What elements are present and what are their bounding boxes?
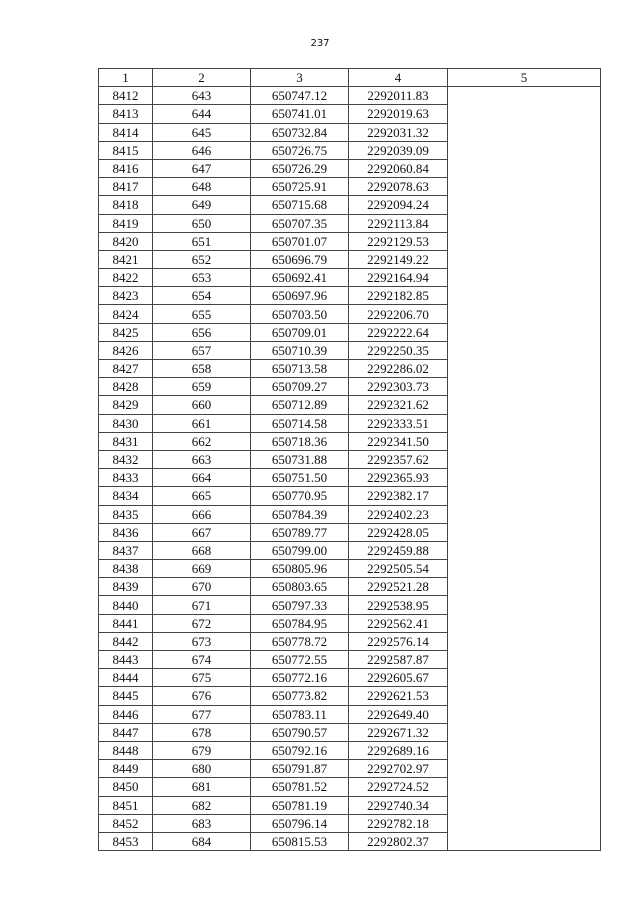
table-cell-col-2: 678 bbox=[153, 723, 251, 741]
table-cell-col-3: 650692.41 bbox=[251, 269, 349, 287]
table-cell-col-2: 651 bbox=[153, 232, 251, 250]
table-cell-col-2: 679 bbox=[153, 741, 251, 759]
table-cell-col-4: 2292459.88 bbox=[349, 541, 448, 559]
table-cell-col-4: 2292250.35 bbox=[349, 341, 448, 359]
table-cell-col-2: 676 bbox=[153, 687, 251, 705]
table-cell-col-3: 650791.87 bbox=[251, 760, 349, 778]
table-cell-col-3: 650712.89 bbox=[251, 396, 349, 414]
table-cell-col-3: 650772.55 bbox=[251, 651, 349, 669]
table-cell-col-3: 650781.19 bbox=[251, 796, 349, 814]
table-cell-col-4: 2292587.87 bbox=[349, 651, 448, 669]
table-cell-col-1: 8450 bbox=[99, 778, 153, 796]
table-cell-col-2: 661 bbox=[153, 414, 251, 432]
table-cell-col-3: 650803.65 bbox=[251, 578, 349, 596]
table-cell-col-2: 675 bbox=[153, 669, 251, 687]
table-cell-col-4: 2292724.52 bbox=[349, 778, 448, 796]
table-cell-col-4: 2292078.63 bbox=[349, 178, 448, 196]
table-cell-col-2: 681 bbox=[153, 778, 251, 796]
table-cell-col-4: 2292576.14 bbox=[349, 632, 448, 650]
table-cell-col-4: 2292357.62 bbox=[349, 450, 448, 468]
table-cell-col-1: 8425 bbox=[99, 323, 153, 341]
table-cell-col-5 bbox=[448, 87, 601, 851]
table-cell-col-2: 660 bbox=[153, 396, 251, 414]
table-cell-col-3: 650784.39 bbox=[251, 505, 349, 523]
table-cell-col-3: 650796.14 bbox=[251, 814, 349, 832]
table-cell-col-3: 650778.72 bbox=[251, 632, 349, 650]
table-cell-col-1: 8444 bbox=[99, 669, 153, 687]
table-cell-col-2: 671 bbox=[153, 596, 251, 614]
table-cell-col-3: 650773.82 bbox=[251, 687, 349, 705]
table-cell-col-1: 8421 bbox=[99, 250, 153, 268]
table-cell-col-4: 2292341.50 bbox=[349, 432, 448, 450]
table-cell-col-1: 8432 bbox=[99, 450, 153, 468]
table-cell-col-3: 650797.33 bbox=[251, 596, 349, 614]
table-cell-col-4: 2292671.32 bbox=[349, 723, 448, 741]
table-cell-col-2: 663 bbox=[153, 450, 251, 468]
table-cell-col-3: 650815.53 bbox=[251, 832, 349, 850]
table-cell-col-2: 652 bbox=[153, 250, 251, 268]
table-cell-col-4: 2292031.32 bbox=[349, 123, 448, 141]
table-cell-col-2: 649 bbox=[153, 196, 251, 214]
table-cell-col-4: 2292222.64 bbox=[349, 323, 448, 341]
table-cell-col-2: 683 bbox=[153, 814, 251, 832]
table-cell-col-1: 8414 bbox=[99, 123, 153, 141]
table-cell-col-4: 2292538.95 bbox=[349, 596, 448, 614]
column-header-3: 3 bbox=[251, 69, 349, 87]
table-cell-col-3: 650707.35 bbox=[251, 214, 349, 232]
table-cell-col-2: 668 bbox=[153, 541, 251, 559]
table-cell-col-4: 2292649.40 bbox=[349, 705, 448, 723]
table-cell-col-4: 2292286.02 bbox=[349, 360, 448, 378]
table-cell-col-1: 8447 bbox=[99, 723, 153, 741]
table-cell-col-4: 2292011.83 bbox=[349, 87, 448, 105]
table-cell-col-1: 8452 bbox=[99, 814, 153, 832]
table-cell-col-3: 650715.68 bbox=[251, 196, 349, 214]
table-cell-col-2: 656 bbox=[153, 323, 251, 341]
table-cell-col-1: 8436 bbox=[99, 523, 153, 541]
table-cell-col-1: 8422 bbox=[99, 269, 153, 287]
table-cell-col-3: 650709.27 bbox=[251, 378, 349, 396]
table-cell-col-4: 2292521.28 bbox=[349, 578, 448, 596]
table-cell-col-3: 650701.07 bbox=[251, 232, 349, 250]
table-cell-col-3: 650732.84 bbox=[251, 123, 349, 141]
table-cell-col-2: 677 bbox=[153, 705, 251, 723]
table-cell-col-4: 2292365.93 bbox=[349, 469, 448, 487]
table-cell-col-1: 8415 bbox=[99, 141, 153, 159]
table-cell-col-1: 8413 bbox=[99, 105, 153, 123]
table-cell-col-1: 8433 bbox=[99, 469, 153, 487]
table-cell-col-1: 8448 bbox=[99, 741, 153, 759]
table-cell-col-4: 2292113.84 bbox=[349, 214, 448, 232]
table-cell-col-1: 8453 bbox=[99, 832, 153, 850]
table-cell-col-1: 8420 bbox=[99, 232, 153, 250]
table-cell-col-1: 8439 bbox=[99, 578, 153, 596]
table-cell-col-3: 650713.58 bbox=[251, 360, 349, 378]
table-cell-col-2: 645 bbox=[153, 123, 251, 141]
table-cell-col-3: 650726.29 bbox=[251, 159, 349, 177]
table-row bbox=[99, 87, 601, 105]
table-cell-col-1: 8426 bbox=[99, 341, 153, 359]
table-cell-col-4: 2292206.70 bbox=[349, 305, 448, 323]
table-cell-col-1: 8441 bbox=[99, 614, 153, 632]
table-cell-col-2: 667 bbox=[153, 523, 251, 541]
table-cell-col-4: 2292019.63 bbox=[349, 105, 448, 123]
page-number: 237 bbox=[310, 38, 330, 49]
table-cell-col-3: 650805.96 bbox=[251, 560, 349, 578]
table-cell-col-3: 650703.50 bbox=[251, 305, 349, 323]
table-cell-col-2: 669 bbox=[153, 560, 251, 578]
table-cell-col-1: 8449 bbox=[99, 760, 153, 778]
table-cell-col-4: 2292605.67 bbox=[349, 669, 448, 687]
column-header-1: 1 bbox=[99, 69, 153, 87]
table-cell-col-3: 650781.52 bbox=[251, 778, 349, 796]
table-cell-col-2: 673 bbox=[153, 632, 251, 650]
table-cell-col-2: 653 bbox=[153, 269, 251, 287]
table-cell-col-2: 650 bbox=[153, 214, 251, 232]
table-cell-col-3: 650697.96 bbox=[251, 287, 349, 305]
table-cell-col-3: 650714.58 bbox=[251, 414, 349, 432]
table-cell-col-3: 650731.88 bbox=[251, 450, 349, 468]
table-cell-col-3: 650718.36 bbox=[251, 432, 349, 450]
table-cell-col-2: 659 bbox=[153, 378, 251, 396]
table-cell-col-4: 2292094.24 bbox=[349, 196, 448, 214]
table-cell-col-3: 650709.01 bbox=[251, 323, 349, 341]
column-header-2: 2 bbox=[153, 69, 251, 87]
table-cell-col-2: 655 bbox=[153, 305, 251, 323]
table-cell-col-1: 8428 bbox=[99, 378, 153, 396]
table-cell-col-2: 647 bbox=[153, 159, 251, 177]
table-cell-col-2: 646 bbox=[153, 141, 251, 159]
table-cell-col-1: 8442 bbox=[99, 632, 153, 650]
table-cell-col-1: 8431 bbox=[99, 432, 153, 450]
table-cell-col-4: 2292303.73 bbox=[349, 378, 448, 396]
table-cell-col-1: 8429 bbox=[99, 396, 153, 414]
table-cell-col-3: 650790.57 bbox=[251, 723, 349, 741]
table-cell-col-3: 650696.79 bbox=[251, 250, 349, 268]
table-cell-col-1: 8427 bbox=[99, 360, 153, 378]
table-cell-col-1: 8424 bbox=[99, 305, 153, 323]
table-cell-col-2: 657 bbox=[153, 341, 251, 359]
table-cell-col-2: 662 bbox=[153, 432, 251, 450]
table-cell-col-3: 650783.11 bbox=[251, 705, 349, 723]
table-cell-col-3: 650751.50 bbox=[251, 469, 349, 487]
table-cell-col-4: 2292621.53 bbox=[349, 687, 448, 705]
table-cell-col-2: 648 bbox=[153, 178, 251, 196]
column-header-4: 4 bbox=[349, 69, 448, 87]
table-cell-col-1: 8430 bbox=[99, 414, 153, 432]
table-cell-col-2: 644 bbox=[153, 105, 251, 123]
table-cell-col-1: 8440 bbox=[99, 596, 153, 614]
table-cell-col-4: 2292562.41 bbox=[349, 614, 448, 632]
table-cell-col-4: 2292164.94 bbox=[349, 269, 448, 287]
table-cell-col-4: 2292689.16 bbox=[349, 741, 448, 759]
table-cell-col-3: 650726.75 bbox=[251, 141, 349, 159]
table-header-row bbox=[99, 69, 601, 87]
table-cell-col-1: 8418 bbox=[99, 196, 153, 214]
table-cell-col-4: 2292782.18 bbox=[349, 814, 448, 832]
table-cell-col-3: 650772.16 bbox=[251, 669, 349, 687]
table-cell-col-3: 650792.16 bbox=[251, 741, 349, 759]
table-cell-col-4: 2292740.34 bbox=[349, 796, 448, 814]
table-cell-col-3: 650747.12 bbox=[251, 87, 349, 105]
table-cell-col-2: 674 bbox=[153, 651, 251, 669]
table-cell-col-1: 8419 bbox=[99, 214, 153, 232]
table-cell-col-4: 2292182.85 bbox=[349, 287, 448, 305]
table-cell-col-4: 2292149.22 bbox=[349, 250, 448, 268]
table-cell-col-4: 2292402.23 bbox=[349, 505, 448, 523]
table-cell-col-4: 2292702.97 bbox=[349, 760, 448, 778]
table-cell-col-4: 2292382.17 bbox=[349, 487, 448, 505]
table-cell-col-1: 8438 bbox=[99, 560, 153, 578]
table-cell-col-1: 8443 bbox=[99, 651, 153, 669]
table-cell-col-2: 664 bbox=[153, 469, 251, 487]
table-cell-col-2: 670 bbox=[153, 578, 251, 596]
table-cell-col-4: 2292428.05 bbox=[349, 523, 448, 541]
table-body bbox=[99, 87, 601, 851]
table-cell-col-4: 2292060.84 bbox=[349, 159, 448, 177]
table-cell-col-2: 672 bbox=[153, 614, 251, 632]
table-cell-col-2: 684 bbox=[153, 832, 251, 850]
coordinates-table bbox=[98, 68, 601, 851]
table-cell-col-2: 680 bbox=[153, 760, 251, 778]
table-cell-col-2: 658 bbox=[153, 360, 251, 378]
table-cell-col-3: 650710.39 bbox=[251, 341, 349, 359]
table-cell-col-3: 650770.95 bbox=[251, 487, 349, 505]
table-cell-col-1: 8417 bbox=[99, 178, 153, 196]
table-cell-col-4: 2292321.62 bbox=[349, 396, 448, 414]
table-cell-col-1: 8412 bbox=[99, 87, 153, 105]
table-cell-col-2: 682 bbox=[153, 796, 251, 814]
table-cell-col-4: 2292039.09 bbox=[349, 141, 448, 159]
table-cell-col-4: 2292802.37 bbox=[349, 832, 448, 850]
table-cell-col-3: 650741.01 bbox=[251, 105, 349, 123]
table-cell-col-1: 8416 bbox=[99, 159, 153, 177]
table-cell-col-2: 665 bbox=[153, 487, 251, 505]
table-cell-col-2: 666 bbox=[153, 505, 251, 523]
table-cell-col-3: 650725.91 bbox=[251, 178, 349, 196]
table-cell-col-1: 8437 bbox=[99, 541, 153, 559]
table-cell-col-3: 650799.00 bbox=[251, 541, 349, 559]
table-cell-col-4: 2292505.54 bbox=[349, 560, 448, 578]
table-cell-col-2: 654 bbox=[153, 287, 251, 305]
table-cell-col-2: 643 bbox=[153, 87, 251, 105]
table-cell-col-1: 8451 bbox=[99, 796, 153, 814]
table-cell-col-1: 8423 bbox=[99, 287, 153, 305]
table-cell-col-3: 650789.77 bbox=[251, 523, 349, 541]
table-cell-col-4: 2292129.53 bbox=[349, 232, 448, 250]
table-cell-col-1: 8434 bbox=[99, 487, 153, 505]
table-cell-col-1: 8435 bbox=[99, 505, 153, 523]
table-cell-col-3: 650784.95 bbox=[251, 614, 349, 632]
column-header-5: 5 bbox=[448, 69, 601, 87]
table-cell-col-1: 8445 bbox=[99, 687, 153, 705]
table-cell-col-4: 2292333.51 bbox=[349, 414, 448, 432]
table-cell-col-1: 8446 bbox=[99, 705, 153, 723]
